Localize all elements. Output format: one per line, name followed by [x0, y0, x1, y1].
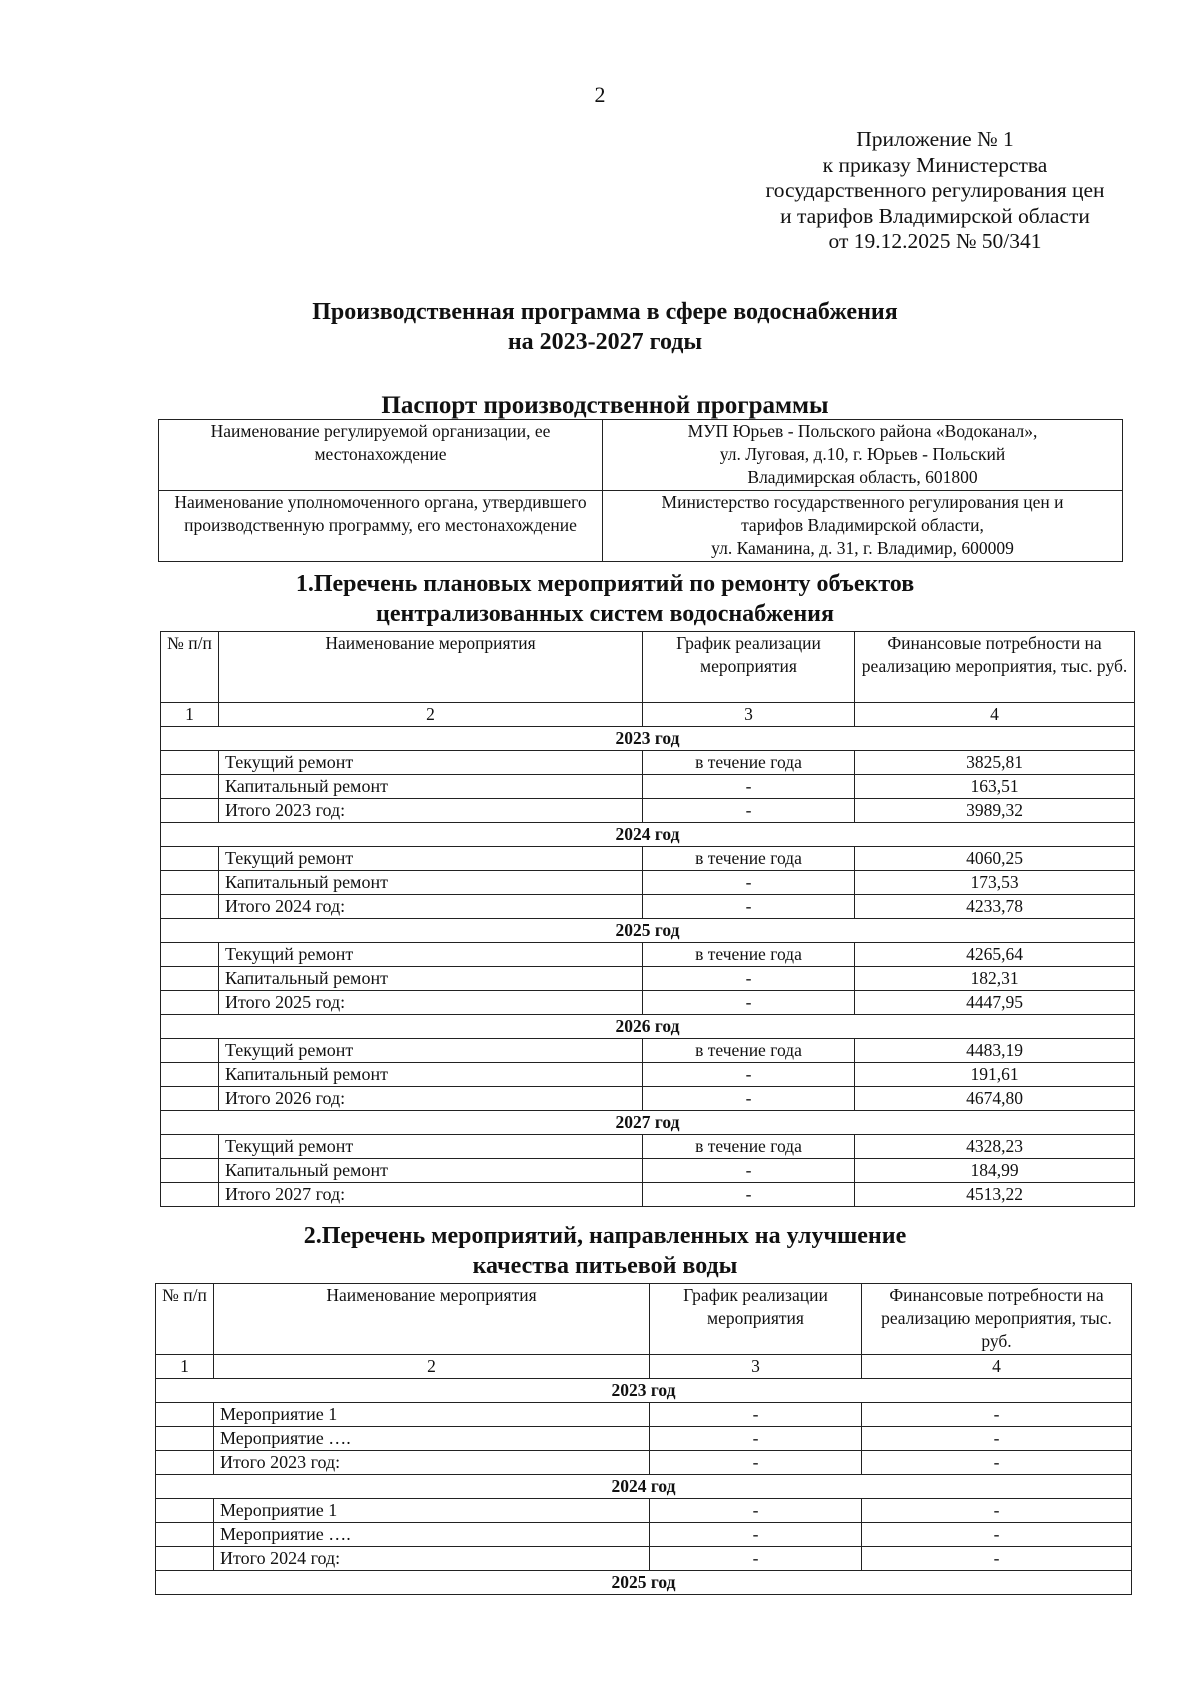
row-number — [161, 871, 219, 895]
activity-name: Итого 2024 год: — [219, 895, 643, 919]
year-row — [156, 1379, 1132, 1403]
year-label: 2024 год — [161, 823, 1135, 847]
passport-table — [158, 419, 1123, 562]
activity-name: Итого 2026 год: — [219, 1087, 643, 1111]
table-row — [161, 871, 1135, 895]
repair-plan-table — [160, 631, 1135, 1207]
table-row — [161, 991, 1135, 1015]
activity-schedule: - — [643, 775, 855, 799]
year-row — [161, 823, 1135, 847]
activity-cost: - — [862, 1523, 1132, 1547]
table-row — [156, 1499, 1132, 1523]
passport-value — [603, 420, 1123, 491]
year-label: 2024 год — [156, 1475, 1132, 1499]
passport-label: Наименование уполномоченного органа, утвердившего производственную программу, его местонахождение — [159, 491, 603, 562]
activity-schedule: - — [643, 871, 855, 895]
header-row — [156, 1284, 1132, 1355]
activity-cost: 3825,81 — [855, 751, 1135, 775]
activity-name: Итого 2024 год: — [214, 1547, 650, 1571]
table-row — [161, 1183, 1135, 1207]
row-number — [161, 967, 219, 991]
year-row — [156, 1475, 1132, 1499]
column-index-row — [156, 1355, 1132, 1379]
passport-value-line: Владимирская область, 601800 — [747, 467, 978, 487]
section-title-line: качества питьевой воды — [472, 1253, 738, 1279]
activity-schedule: - — [643, 1087, 855, 1111]
activity-name: Итого 2023 год: — [214, 1451, 650, 1475]
activity-schedule: - — [650, 1523, 862, 1547]
activity-cost: 4674,80 — [855, 1087, 1135, 1111]
column-header: График реализации мероприятия — [643, 632, 855, 703]
passport-value — [603, 491, 1123, 562]
column-index: 4 — [855, 703, 1135, 727]
activity-name: Текущий ремонт — [219, 943, 643, 967]
activity-schedule: - — [643, 1063, 855, 1087]
column-header: Наименование мероприятия — [219, 632, 643, 703]
row-number — [156, 1451, 214, 1475]
table-row — [156, 1523, 1132, 1547]
passport-row — [159, 491, 1123, 562]
passport-title: Паспорт производственной программы — [381, 392, 829, 419]
column-index: 1 — [161, 703, 219, 727]
activity-name: Текущий ремонт — [219, 1039, 643, 1063]
activity-cost: 191,61 — [855, 1063, 1135, 1087]
row-number — [161, 1183, 219, 1207]
activity-cost: 163,51 — [855, 775, 1135, 799]
section1-title — [150, 569, 1060, 629]
activity-cost: 184,99 — [855, 1159, 1135, 1183]
activity-name: Капитальный ремонт — [219, 1159, 643, 1183]
passport-value-line: ул. Каманина, д. 31, г. Владимир, 600009 — [711, 538, 1014, 558]
row-number — [156, 1547, 214, 1571]
activity-cost: - — [862, 1547, 1132, 1571]
table-row — [156, 1403, 1132, 1427]
column-index: 1 — [156, 1355, 214, 1379]
year-label: 2023 год — [161, 727, 1135, 751]
activity-schedule: в течение года — [643, 943, 855, 967]
activity-schedule: - — [650, 1499, 862, 1523]
activity-name: Капитальный ремонт — [219, 775, 643, 799]
table-row — [156, 1451, 1132, 1475]
year-row — [156, 1571, 1132, 1595]
activity-name: Капитальный ремонт — [219, 967, 643, 991]
activity-cost: - — [862, 1499, 1132, 1523]
row-number — [161, 799, 219, 823]
activity-cost: 4265,64 — [855, 943, 1135, 967]
column-header: График реализации мероприятия — [650, 1284, 862, 1355]
activity-name: Капитальный ремонт — [219, 871, 643, 895]
activity-schedule: в течение года — [643, 751, 855, 775]
appendix-line: Приложение № 1 — [856, 127, 1014, 151]
column-header: Наименование мероприятия — [214, 1284, 650, 1355]
row-number — [161, 895, 219, 919]
activity-schedule: - — [643, 895, 855, 919]
passport-value-line: Министерство государственного регулирования цен и — [661, 492, 1064, 512]
activity-schedule: - — [643, 1183, 855, 1207]
column-index: 2 — [214, 1355, 650, 1379]
activity-cost: 4233,78 — [855, 895, 1135, 919]
document-title — [150, 297, 1060, 357]
column-header: Финансовые потребности на реализацию мероприятия, тыс. руб. — [862, 1284, 1132, 1355]
row-number — [161, 1135, 219, 1159]
column-index: 2 — [219, 703, 643, 727]
column-header: № п/п — [161, 632, 219, 703]
table-row — [156, 1547, 1132, 1571]
section-title-line: 1.Перечень плановых мероприятий по ремонту объектов — [295, 571, 915, 597]
row-number — [161, 751, 219, 775]
activity-schedule: - — [650, 1427, 862, 1451]
activity-cost: 173,53 — [855, 871, 1135, 895]
table-row — [161, 751, 1135, 775]
activity-name: Мероприятие …. — [214, 1523, 650, 1547]
activity-name: Капитальный ремонт — [219, 1063, 643, 1087]
year-row — [161, 1015, 1135, 1039]
row-number — [161, 943, 219, 967]
activity-name: Мероприятие 1 — [214, 1499, 650, 1523]
passport-row — [159, 420, 1123, 491]
section-title-line: централизованных систем водоснабжения — [376, 601, 834, 627]
activity-schedule: в течение года — [643, 847, 855, 871]
activity-schedule: - — [650, 1403, 862, 1427]
column-index: 4 — [862, 1355, 1132, 1379]
activity-cost: 4328,23 — [855, 1135, 1135, 1159]
row-number — [161, 1159, 219, 1183]
activity-cost: - — [862, 1403, 1132, 1427]
activity-schedule: - — [643, 1159, 855, 1183]
table-row — [161, 1087, 1135, 1111]
title-line: на 2023-2027 годы — [507, 329, 703, 355]
activity-schedule: в течение года — [643, 1135, 855, 1159]
page-number: 2 — [594, 82, 606, 107]
activity-name: Текущий ремонт — [219, 1135, 643, 1159]
passport-value-line: МУП Юрьев - Польского района «Водоканал», — [687, 421, 1038, 441]
section2-title — [150, 1221, 1060, 1281]
activity-cost: 4483,19 — [855, 1039, 1135, 1063]
activity-cost: 4060,25 — [855, 847, 1135, 871]
row-number — [161, 775, 219, 799]
row-number — [161, 991, 219, 1015]
year-label: 2023 год — [156, 1379, 1132, 1403]
table-row — [161, 1063, 1135, 1087]
appendix-line: и тарифов Владимирской области — [780, 203, 1090, 228]
activity-name: Итого 2027 год: — [219, 1183, 643, 1207]
water-quality-table — [155, 1283, 1132, 1595]
row-number — [161, 1039, 219, 1063]
activity-cost: 4513,22 — [855, 1183, 1135, 1207]
activity-name: Текущий ремонт — [219, 751, 643, 775]
row-number — [161, 1063, 219, 1087]
row-number — [161, 1087, 219, 1111]
year-row — [161, 919, 1135, 943]
header-row — [161, 632, 1135, 703]
appendix-line: государственного регулирования цен — [765, 178, 1105, 202]
table-row — [161, 1039, 1135, 1063]
activity-name: Итого 2023 год: — [219, 799, 643, 823]
row-number — [156, 1427, 214, 1451]
row-number — [156, 1499, 214, 1523]
year-label: 2025 год — [156, 1571, 1132, 1595]
activity-cost: - — [862, 1427, 1132, 1451]
year-label: 2027 год — [161, 1111, 1135, 1135]
activity-name: Мероприятие …. — [214, 1427, 650, 1451]
year-row — [161, 1111, 1135, 1135]
column-index: 3 — [643, 703, 855, 727]
activity-cost: - — [862, 1451, 1132, 1475]
section-title-line: 2.Перечень мероприятий, направленных на улучшение — [303, 1223, 907, 1249]
activity-schedule: - — [643, 799, 855, 823]
row-number — [156, 1523, 214, 1547]
appendix-line: от 19.12.2025 № 50/341 — [828, 229, 1042, 253]
activity-cost: 182,31 — [855, 967, 1135, 991]
activity-name: Мероприятие 1 — [214, 1403, 650, 1427]
table-row — [161, 967, 1135, 991]
table-row — [161, 943, 1135, 967]
year-row — [161, 727, 1135, 751]
appendix-block — [730, 127, 1140, 255]
table-row — [161, 799, 1135, 823]
activity-name: Текущий ремонт — [219, 847, 643, 871]
table-row — [161, 895, 1135, 919]
row-number — [156, 1403, 214, 1427]
activity-schedule: - — [643, 991, 855, 1015]
column-index: 3 — [650, 1355, 862, 1379]
appendix-line: к приказу Министерства — [822, 152, 1048, 177]
row-number — [161, 847, 219, 871]
table-row — [161, 1135, 1135, 1159]
table-row — [161, 1159, 1135, 1183]
column-index-row — [161, 703, 1135, 727]
activity-schedule: в течение года — [643, 1039, 855, 1063]
activity-schedule: - — [643, 967, 855, 991]
column-header: Финансовые потребности на реализацию мероприятия, тыс. руб. — [855, 632, 1135, 703]
activity-schedule: - — [650, 1451, 862, 1475]
year-label: 2026 год — [161, 1015, 1135, 1039]
activity-name: Итого 2025 год: — [219, 991, 643, 1015]
passport-value-line: ул. Луговая, д.10, г. Юрьев - Польский — [719, 444, 1006, 464]
table-row — [161, 847, 1135, 871]
activity-cost: 3989,32 — [855, 799, 1135, 823]
passport-label: Наименование регулируемой организации, ее местонахождение — [159, 420, 603, 491]
passport-value-line: тарифов Владимирской области, — [741, 515, 984, 535]
title-line: Производственная программа в сфере водоснабжения — [312, 299, 898, 325]
column-header: № п/п — [156, 1284, 214, 1355]
year-label: 2025 год — [161, 919, 1135, 943]
table-row — [161, 775, 1135, 799]
table-row — [156, 1427, 1132, 1451]
activity-schedule: - — [650, 1547, 862, 1571]
activity-cost: 4447,95 — [855, 991, 1135, 1015]
